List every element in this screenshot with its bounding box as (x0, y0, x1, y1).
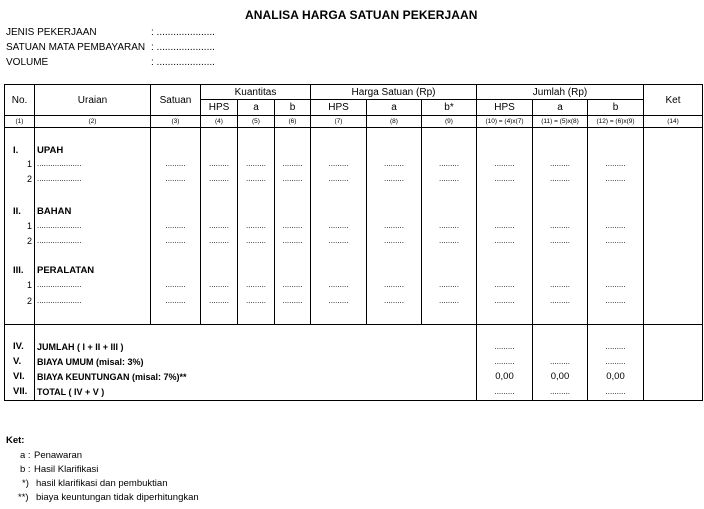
cell-placeholder: ......... (208, 159, 229, 168)
summary-value: 0,00 (550, 371, 570, 382)
cell-placeholder: ......... (208, 174, 229, 183)
cell-placeholder: ......... (282, 174, 303, 183)
summary-roman: VII. (13, 386, 28, 397)
cell-placeholder: ......... (494, 296, 515, 305)
subheader-kuantitas-a: a (238, 100, 275, 116)
summary-ket-column (644, 325, 703, 401)
item-description: .................... (37, 296, 82, 305)
summary-row (5, 325, 703, 401)
cell-placeholder: ......... (494, 174, 515, 183)
cell-placeholder: ......... (605, 174, 626, 183)
header-no: No. (5, 85, 35, 116)
summary-value: ......... (549, 387, 570, 396)
cell-placeholder: ......... (494, 221, 515, 230)
harga-a-column (367, 128, 422, 325)
note-text: Penawaran (34, 450, 83, 461)
header-uraian: Uraian (35, 85, 151, 116)
note-item (6, 464, 99, 478)
summary-label-jumlah: JUMLAH ( I + II + III ) (37, 342, 124, 352)
harga-hps-column (311, 128, 367, 325)
section-roman: II. (13, 206, 21, 217)
section-roman: III. (13, 265, 24, 276)
summary-value: ......... (494, 342, 515, 351)
cell-placeholder: ......... (549, 296, 570, 305)
item-description: .................... (37, 221, 82, 230)
section-name: UPAH (37, 145, 64, 156)
subheader-kuantitas-hps: HPS (201, 100, 238, 116)
items-body-row (5, 128, 703, 325)
note-text: Hasil Klarifikasi (34, 464, 99, 475)
summary-no-column (5, 325, 35, 401)
summary-value: ......... (605, 387, 626, 396)
col-number: (10) = (4)x(7) (477, 116, 533, 128)
col-number: (7) (311, 116, 367, 128)
satuan-column (151, 128, 201, 325)
cell-placeholder: ......... (383, 221, 404, 230)
subheader-harga-hps: HPS (311, 100, 367, 116)
summary-roman: IV. (13, 341, 24, 352)
col-number: (5) (238, 116, 275, 128)
cell-placeholder: ......... (282, 296, 303, 305)
jumlah-a-column (533, 128, 588, 325)
item-number: 1 (26, 221, 32, 231)
cell-placeholder: ......... (165, 159, 186, 168)
header-jumlah: Jumlah (Rp) (477, 85, 644, 100)
kuantitas-hps-column (201, 128, 238, 325)
cell-placeholder: ......... (383, 159, 404, 168)
cell-placeholder: ......... (245, 280, 266, 289)
item-number: 2 (26, 296, 32, 306)
col-number: (11) = (5)x(8) (533, 116, 588, 128)
cell-placeholder: ......... (438, 236, 459, 245)
summary-label-biaya-umum: BIAYA UMUM (misal: 3%) (37, 357, 144, 367)
summary-value: ......... (549, 357, 570, 366)
cell-placeholder: ......... (438, 174, 459, 183)
item-number: 1 (26, 159, 32, 169)
meta-value-volume: : ..................... (151, 57, 215, 68)
meta-label-satuan-mata-pembayaran: SATUAN MATA PEMBAYARAN (6, 42, 146, 53)
summary-jumlah-hps-column (477, 325, 533, 401)
cell-placeholder: ......... (208, 296, 229, 305)
cell-placeholder: ......... (328, 296, 349, 305)
cell-placeholder: ......... (438, 159, 459, 168)
cell-placeholder: ......... (328, 221, 349, 230)
summary-value: ......... (605, 342, 626, 351)
cell-placeholder: ......... (165, 221, 186, 230)
note-text: hasil klarifikasi dan pembuktian (36, 478, 168, 489)
col-number: (1) (5, 116, 35, 128)
summary-value: ......... (605, 357, 626, 366)
cell-placeholder: ......... (605, 280, 626, 289)
note-item (6, 478, 168, 492)
subheader-jumlah-a: a (533, 100, 588, 116)
subheader-jumlah-hps: HPS (477, 100, 533, 116)
col-number: (3) (151, 116, 201, 128)
notes-heading: Ket: (6, 435, 25, 446)
cell-placeholder: ......... (438, 296, 459, 305)
cell-placeholder: ......... (245, 174, 266, 183)
cell-placeholder: ......... (605, 221, 626, 230)
header-satuan: Satuan (151, 85, 201, 116)
note-key: a : (20, 450, 31, 461)
cell-placeholder: ......... (282, 280, 303, 289)
cell-placeholder: ......... (383, 280, 404, 289)
summary-value: ......... (494, 357, 515, 366)
cell-placeholder: ......... (383, 296, 404, 305)
cell-placeholder: ......... (549, 221, 570, 230)
col-number: (4) (201, 116, 238, 128)
subheader-harga-a: a (367, 100, 422, 116)
item-description: .................... (37, 159, 82, 168)
cell-placeholder: ......... (549, 174, 570, 183)
cell-placeholder: ......... (494, 159, 515, 168)
note-text: biaya keuntungan tidak diperhitungkan (36, 492, 199, 503)
col-number: (12) = (6)x(9) (588, 116, 644, 128)
kuantitas-b-column (275, 128, 311, 325)
cell-placeholder: ......... (208, 221, 229, 230)
subheader-harga-b: b* (422, 100, 477, 116)
col-number: (6) (275, 116, 311, 128)
item-description: .................... (37, 174, 82, 183)
summary-value: ......... (494, 387, 515, 396)
header-harga-satuan: Harga Satuan (Rp) (311, 85, 477, 100)
cell-placeholder: ......... (383, 174, 404, 183)
cell-placeholder: ......... (549, 280, 570, 289)
col-number: (9) (422, 116, 477, 128)
section-roman: I. (13, 145, 19, 156)
col-number: (14) (644, 116, 703, 128)
cell-placeholder: ......... (438, 280, 459, 289)
summary-value: 0,00 (495, 371, 514, 382)
cell-placeholder: ......... (245, 221, 266, 230)
cell-placeholder: ......... (208, 236, 229, 245)
notes-section (6, 435, 199, 506)
cell-placeholder: ......... (282, 236, 303, 245)
kuantitas-a-column (238, 128, 275, 325)
cell-placeholder: ......... (165, 236, 186, 245)
summary-jumlah-b-column (588, 325, 644, 401)
cell-placeholder: ......... (165, 296, 186, 305)
header-kuantitas: Kuantitas (201, 85, 311, 100)
summary-value: 0,00 (606, 371, 625, 382)
meta-label-volume: VOLUME (6, 57, 49, 68)
cell-placeholder: ......... (605, 296, 626, 305)
cell-placeholder: ......... (282, 159, 303, 168)
note-item (6, 450, 83, 464)
note-key: *) (22, 478, 29, 489)
meta-value-satuan-mata-pembayaran: : ..................... (151, 42, 215, 53)
note-item (6, 492, 199, 506)
summary-jumlah-a-column (533, 325, 588, 401)
meta-value-jenis-pekerjaan: : ..................... (151, 27, 215, 38)
summary-label-total: TOTAL ( IV + V ) (37, 387, 105, 397)
summary-roman: V. (13, 356, 22, 367)
cell-placeholder: ......... (328, 159, 349, 168)
ket-column (644, 128, 703, 325)
summary-roman: VI. (13, 371, 25, 382)
page-title: ANALISA HARGA SATUAN PEKERJAAN (245, 8, 478, 22)
harga-b-column (422, 128, 477, 325)
cell-placeholder: ......... (245, 159, 266, 168)
cell-placeholder: ......... (605, 159, 626, 168)
note-key: b : (20, 464, 31, 475)
no-column (5, 128, 35, 325)
cell-placeholder: ......... (165, 280, 186, 289)
cell-placeholder: ......... (208, 280, 229, 289)
cell-placeholder: ......... (328, 174, 349, 183)
item-number: 1 (26, 280, 32, 290)
cell-placeholder: ......... (245, 236, 266, 245)
jumlah-hps-column (477, 128, 533, 325)
item-description: .................... (37, 280, 82, 289)
cell-placeholder: ......... (328, 236, 349, 245)
cell-placeholder: ......... (245, 296, 266, 305)
note-key: **) (18, 492, 29, 503)
section-name: BAHAN (37, 206, 72, 217)
meta-label-jenis-pekerjaan: JENIS PEKERJAAN (6, 27, 97, 38)
item-description: .................... (37, 236, 82, 245)
cell-placeholder: ......... (494, 236, 515, 245)
col-number: (2) (35, 116, 151, 128)
cell-placeholder: ......... (383, 236, 404, 245)
header-ket: Ket (644, 85, 703, 116)
cell-placeholder: ......... (328, 280, 349, 289)
section-name: PERALATAN (37, 265, 95, 276)
item-number: 2 (26, 174, 32, 184)
cell-placeholder: ......... (549, 236, 570, 245)
cell-placeholder: ......... (165, 174, 186, 183)
subheader-jumlah-b: b (588, 100, 644, 116)
uraian-column (35, 128, 151, 325)
cell-placeholder: ......... (549, 159, 570, 168)
item-number: 2 (26, 236, 32, 246)
analysis-table (4, 84, 703, 401)
summary-label-biaya-keuntungan: BIAYA KEUNTUNGAN (misal: 7%)** (37, 372, 187, 382)
cell-placeholder: ......... (494, 280, 515, 289)
subheader-kuantitas-b: b (275, 100, 311, 116)
cell-placeholder: ......... (605, 236, 626, 245)
cell-placeholder: ......... (282, 221, 303, 230)
summary-label-column (35, 325, 477, 401)
cell-placeholder: ......... (438, 221, 459, 230)
jumlah-b-column (588, 128, 644, 325)
col-number: (8) (367, 116, 422, 128)
